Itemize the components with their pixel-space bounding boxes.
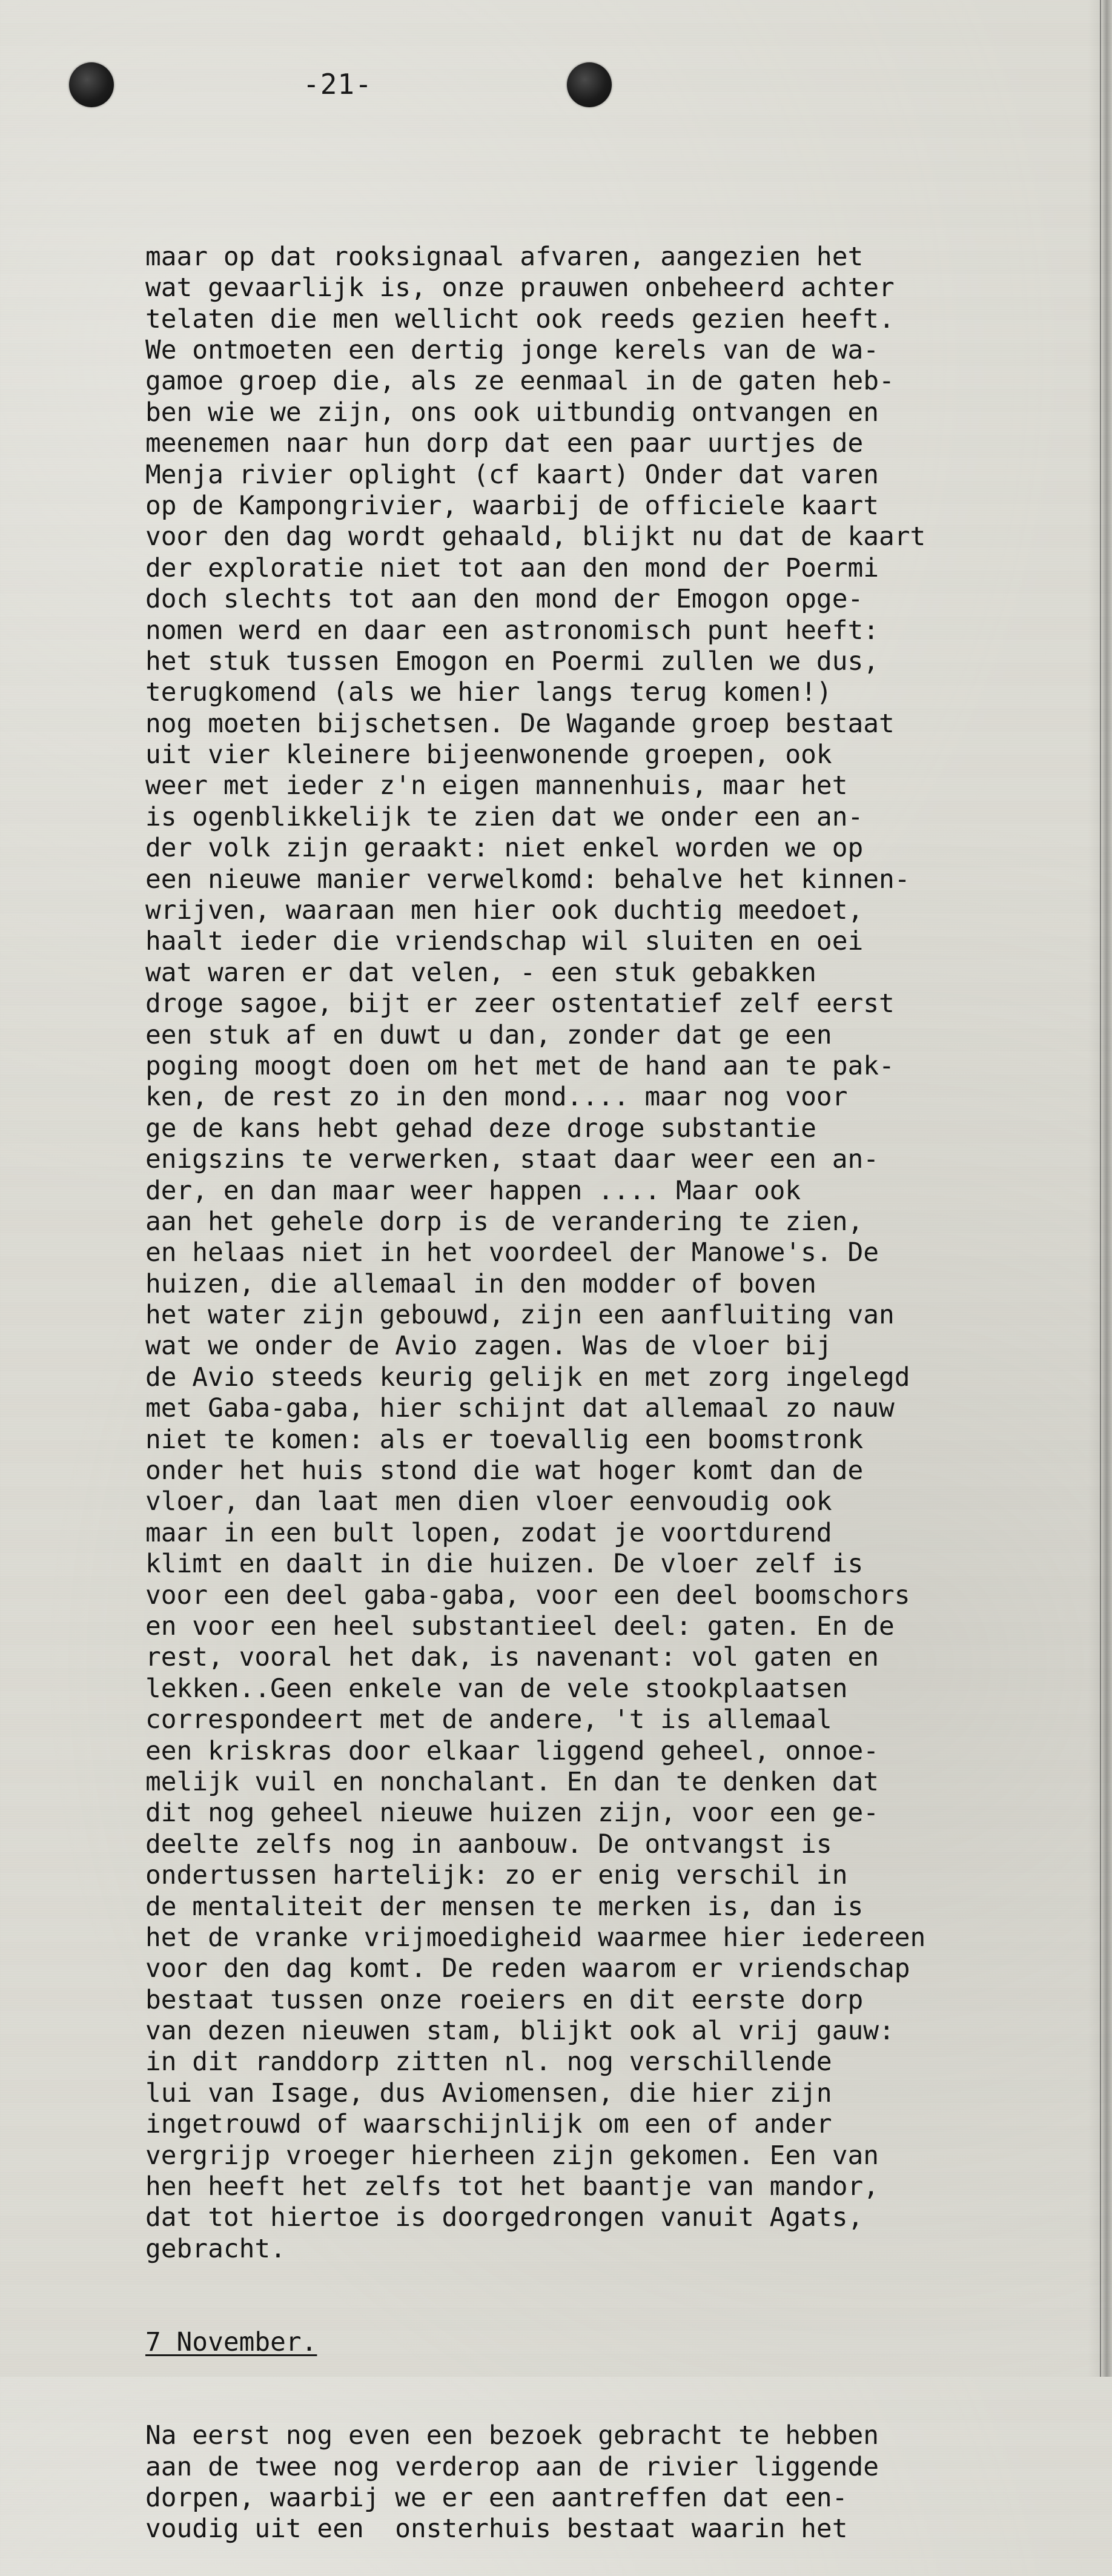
text-line: nog moeten bijschetsen. De Wagande groep bestaat xyxy=(145,708,895,739)
text-line: Na eerst nog even een bezoek gebracht te hebben xyxy=(145,2420,879,2451)
text-line: aan het gehele dorp is de verandering te zien, xyxy=(145,1206,864,1237)
text-line: wat gevaarlijk is, onze prauwen onbeheerd achter xyxy=(145,273,895,303)
text-line: op de Kampongrivier, waarbij de officiele kaart xyxy=(145,490,879,521)
text-line: der exploratie niet tot aan den mond der Poermi xyxy=(145,552,879,583)
text-line: telaten die men wellicht ook reeds gezien heeft. xyxy=(145,303,895,334)
text-line: lekken..Geen enkele van de vele stookplaatsen xyxy=(145,1673,848,1704)
text-line: dorpen, waarbij we er een aantreffen dat een- xyxy=(145,2483,848,2513)
text-line: Menja rivier oplight (cf kaart) Onder dat varen xyxy=(145,459,879,490)
text-line: een kriskras door elkaar liggend geheel, onnoe- xyxy=(145,1735,879,1766)
text-line: ge de kans hebt gehad deze droge substantie xyxy=(145,1113,816,1144)
text-line: het stuk tussen Emogon en Poermi zullen we dus, xyxy=(145,646,879,677)
text-line: voor den dag wordt gehaald, blijkt nu dat de kaart xyxy=(145,521,926,552)
text-line: enigszins te verwerken, staat daar weer een an- xyxy=(145,1144,879,1175)
text-line: We ontmoeten een dertig jonge kerels van de wa- xyxy=(145,334,879,365)
text-line: wat waren er dat velen, - een stuk gebakken xyxy=(145,957,816,988)
text-line: der, en dan maar weer happen .... Maar ook xyxy=(145,1175,801,1206)
punch-hole-left xyxy=(69,62,114,107)
text-line: is ogenblikkelijk te zien dat we onder een an- xyxy=(145,801,864,832)
text-line: klimt en daalt in die huizen. De vloer zelf is xyxy=(145,1549,864,1580)
page-edge-line xyxy=(1100,0,1101,2377)
text-line: de Avio steeds keurig gelijk en met zorg ingelegd xyxy=(145,1362,910,1392)
text-line: en voor een heel substantieel deel: gaten. En de xyxy=(145,1611,895,1641)
text-line: der volk zijn geraakt: niet enkel worden we op xyxy=(145,833,864,864)
text-line: voor een deel gaba-gaba, voor een deel boomschors xyxy=(145,1580,910,1611)
text-line: ken, de rest zo in den mond.... maar nog voor xyxy=(145,1082,848,1113)
text-line: onder het huis stond die wat hoger komt dan de xyxy=(145,1455,864,1486)
text-line: ondertussen hartelijk: zo er enig verschil in xyxy=(145,1860,848,1891)
text-line: huizen, die allemaal in den modder of boven xyxy=(145,1268,816,1299)
text-line: aan de twee nog verderop aan de rivier liggende xyxy=(145,2451,879,2482)
text-line: droge sagoe, bijt er zeer ostentatief zelf eerst xyxy=(145,988,895,1019)
text-line: een stuk af en duwt u dan, zonder dat ge een xyxy=(145,1019,832,1050)
text-line: dit nog geheel nieuwe huizen zijn, voor een ge- xyxy=(145,1798,879,1829)
body-paragraph xyxy=(145,242,1096,2265)
text-line: doch slechts tot aan den mond der Emogon opge- xyxy=(145,584,864,615)
text-line: in dit randdorp zitten nl. nog verschillende xyxy=(145,2047,832,2078)
text-line: melijk vuil en nonchalant. En dan te denken dat xyxy=(145,1766,879,1797)
text-line: uit vier kleinere bijeenwonende groepen, ook xyxy=(145,740,832,770)
text-line: vergrijp vroeger hierheen zijn gekomen. Een van xyxy=(145,2140,879,2171)
text-line: en helaas niet in het voordeel der Manowe's. De xyxy=(145,1237,879,1268)
text-line: voudig uit een onsterhuis bestaat waarin het xyxy=(145,2514,848,2545)
text-line: een nieuwe manier verwelkomd: behalve het kinnen- xyxy=(145,864,910,895)
text-line: meenemen naar hun dorp dat een paar uurtjes de xyxy=(145,428,864,459)
text-line: vloer, dan laat men dien vloer eenvoudig ook xyxy=(145,1486,832,1517)
text-line: de mentaliteit der mensen te merken is, dan is xyxy=(145,1891,864,1922)
text-line: rest, vooral het dak, is navenant: vol gaten en xyxy=(145,1642,879,1673)
text-line: wrijven, waaraan men hier ook duchtig meedoet, xyxy=(145,895,864,926)
after-date-paragraph xyxy=(145,2420,1096,2545)
text-line: voor den dag komt. De reden waarom er vriendschap xyxy=(145,1953,910,1984)
text-line: weer met ieder z'n eigen mannenhuis, maar het xyxy=(145,770,848,801)
text-line: het water zijn gebouwd, zijn een aanfluiting van xyxy=(145,1300,895,1331)
text-line: ben wie we zijn, ons ook uitbundig ontvangen en xyxy=(145,397,879,428)
text-line: lui van Isage, dus Aviomensen, die hier zijn xyxy=(145,2078,832,2108)
text-line: terugkomend (als we hier langs terug komen!) xyxy=(145,677,832,708)
date-heading: 7 November. xyxy=(145,2327,317,2358)
text-line: haalt ieder die vriendschap wil sluiten en oei xyxy=(145,926,864,957)
text-line: gamoe groep die, als ze eenmaal in de gaten heb- xyxy=(145,366,895,397)
text-line: met Gaba-gaba, hier schijnt dat allemaal zo nauw xyxy=(145,1393,895,1424)
text-line: dat tot hiertoe is doorgedrongen vanuit Agats, xyxy=(145,2202,864,2233)
text-line: deelte zelfs nog in aanbouw. De ontvangst is xyxy=(145,1829,832,1859)
text-line: wat we onder de Avio zagen. Was de vloer bij xyxy=(145,1331,832,1362)
text-line: bestaat tussen onze roeiers en dit eerste dorp xyxy=(145,1984,864,2015)
text-line: maar op dat rooksignaal afvaren, aangezien het xyxy=(145,241,864,272)
text-line: hen heeft het zelfs tot het baantje van mandor, xyxy=(145,2171,879,2202)
date-heading-line xyxy=(145,2327,1096,2358)
text-line: maar in een bult lopen, zodat je voortdurend xyxy=(145,1517,832,1548)
text-line: het de vranke vrijmoedigheid waarmee hier iedereen xyxy=(145,1922,926,1953)
text-line: niet te komen: als er toevallig een boomstronk xyxy=(145,1424,864,1455)
text-line: gebracht. xyxy=(145,2233,286,2264)
punch-hole-right xyxy=(567,62,612,107)
text-line: nomen werd en daar een astronomisch punt heeft: xyxy=(145,615,879,646)
text-line: poging moogt doen om het met de hand aan te pak- xyxy=(145,1050,895,1081)
typewritten-text xyxy=(145,179,1096,2576)
text-line: ingetrouwd of waarschijnlijk om een of ander xyxy=(145,2109,832,2140)
text-line: correspondeert met de andere, 't is allemaal xyxy=(145,1704,832,1735)
text-line: van dezen nieuwen stam, blijkt ook al vrij gauw: xyxy=(145,2016,895,2047)
page-number: -21- xyxy=(303,68,372,101)
